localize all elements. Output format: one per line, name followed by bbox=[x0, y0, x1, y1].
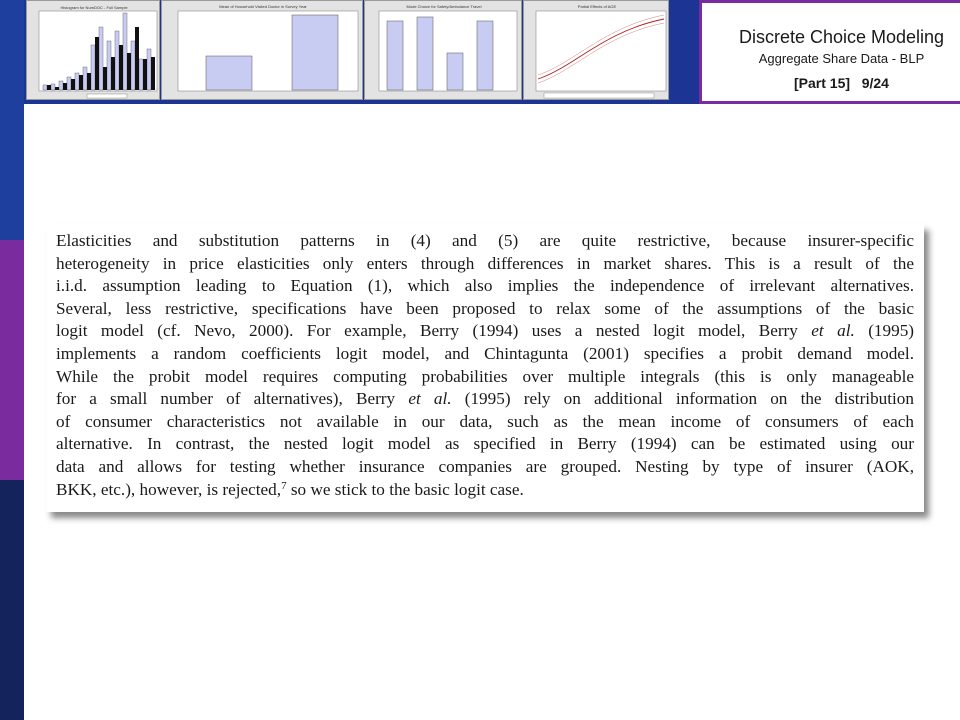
mode-choice-graphic bbox=[365, 1, 522, 100]
slide-part-number bbox=[702, 75, 960, 91]
thumb1-title: Histogram for NumDOC - Full Sample bbox=[60, 5, 128, 10]
italic-et-al: et al. bbox=[811, 321, 855, 341]
text-line: of consumer characteristics not available in our data, such as the mean income of consumers of each bbox=[56, 411, 914, 431]
text-line: While the probit model requires computing probabilities over multiple integrals (this is only manageable bbox=[56, 366, 914, 386]
text-fragment: (1995) bbox=[868, 321, 915, 341]
footnote-marker: 7 bbox=[281, 479, 287, 492]
text-line: alternative. In contrast, the nested logit model as specified in Berry (1994) can be estimated using our bbox=[56, 434, 914, 454]
slide-title-box bbox=[699, 0, 960, 104]
thumbnail-partial-effects-chart bbox=[523, 0, 669, 100]
course-title: Discrete Choice Modeling bbox=[738, 27, 945, 47]
top-banner bbox=[24, 0, 960, 104]
text-line bbox=[56, 479, 914, 502]
thumb2-title: Mean of Household Visited Doctor in Survey Year bbox=[219, 4, 307, 9]
strip-navy bbox=[0, 480, 24, 720]
text-fragment: for a small number of alternatives), Berry bbox=[56, 389, 396, 409]
bar-chart-graphic bbox=[162, 1, 363, 100]
italic-et-al: et al. bbox=[408, 389, 452, 409]
text-fragment: so we stick to the basic logit case. bbox=[290, 479, 524, 499]
part-label: [Part 15] bbox=[794, 75, 851, 91]
text-line bbox=[56, 388, 914, 411]
thumbnail-mode-choice-chart bbox=[364, 0, 522, 100]
thumb3-title: Mode Choice for Safety/Ambulance Travel bbox=[406, 4, 482, 9]
thumbnail-bar-chart bbox=[161, 0, 363, 100]
course-subtitle: Aggregate Share Data - BLP bbox=[758, 51, 925, 66]
slide-counter: 9/24 bbox=[861, 75, 889, 91]
text-line: Several, less restrictive, specifications have been proposed to relax some of the assumptions of the basic bbox=[56, 298, 914, 318]
text-line bbox=[56, 320, 914, 343]
quoted-text-panel bbox=[46, 224, 924, 512]
histogram-graphic bbox=[27, 1, 160, 100]
text-line: Elasticities and substitution patterns in (4) and (5) are quite restrictive, because insurer-specific bbox=[56, 231, 914, 250]
text-fragment: BKK, etc.), however, is rejected, bbox=[56, 479, 282, 499]
text-fragment: (1995) rely on additional information on the distribution bbox=[464, 389, 914, 409]
strip-blue bbox=[0, 0, 24, 240]
strip-purple bbox=[0, 240, 24, 480]
text-fragment: logit model (cf. Nevo, 2000). For example, Berry (1994) uses a nested logit model, Berry bbox=[56, 321, 798, 341]
quoted-paragraph bbox=[56, 230, 914, 501]
partial-effects-graphic bbox=[524, 1, 669, 100]
text-line: i.i.d. assumption leading to Equation (1), which also implies the independence of irrelevant alternatives. bbox=[56, 276, 914, 296]
text-line: data and allows for testing whether insurance companies are grouped. Nesting by type of insurer (AOK, bbox=[56, 456, 914, 476]
left-color-strip bbox=[0, 0, 24, 720]
text-line: implements a random coefficients logit model, and Chintagunta (2001) specifies a probit demand model. bbox=[56, 343, 914, 363]
text-line: heterogeneity in price elasticities only enters through differences in market shares. This is a result of the bbox=[56, 253, 914, 273]
thumbnail-histogram bbox=[26, 0, 160, 100]
thumb4-title: Partial Effects of AGE bbox=[577, 4, 617, 9]
